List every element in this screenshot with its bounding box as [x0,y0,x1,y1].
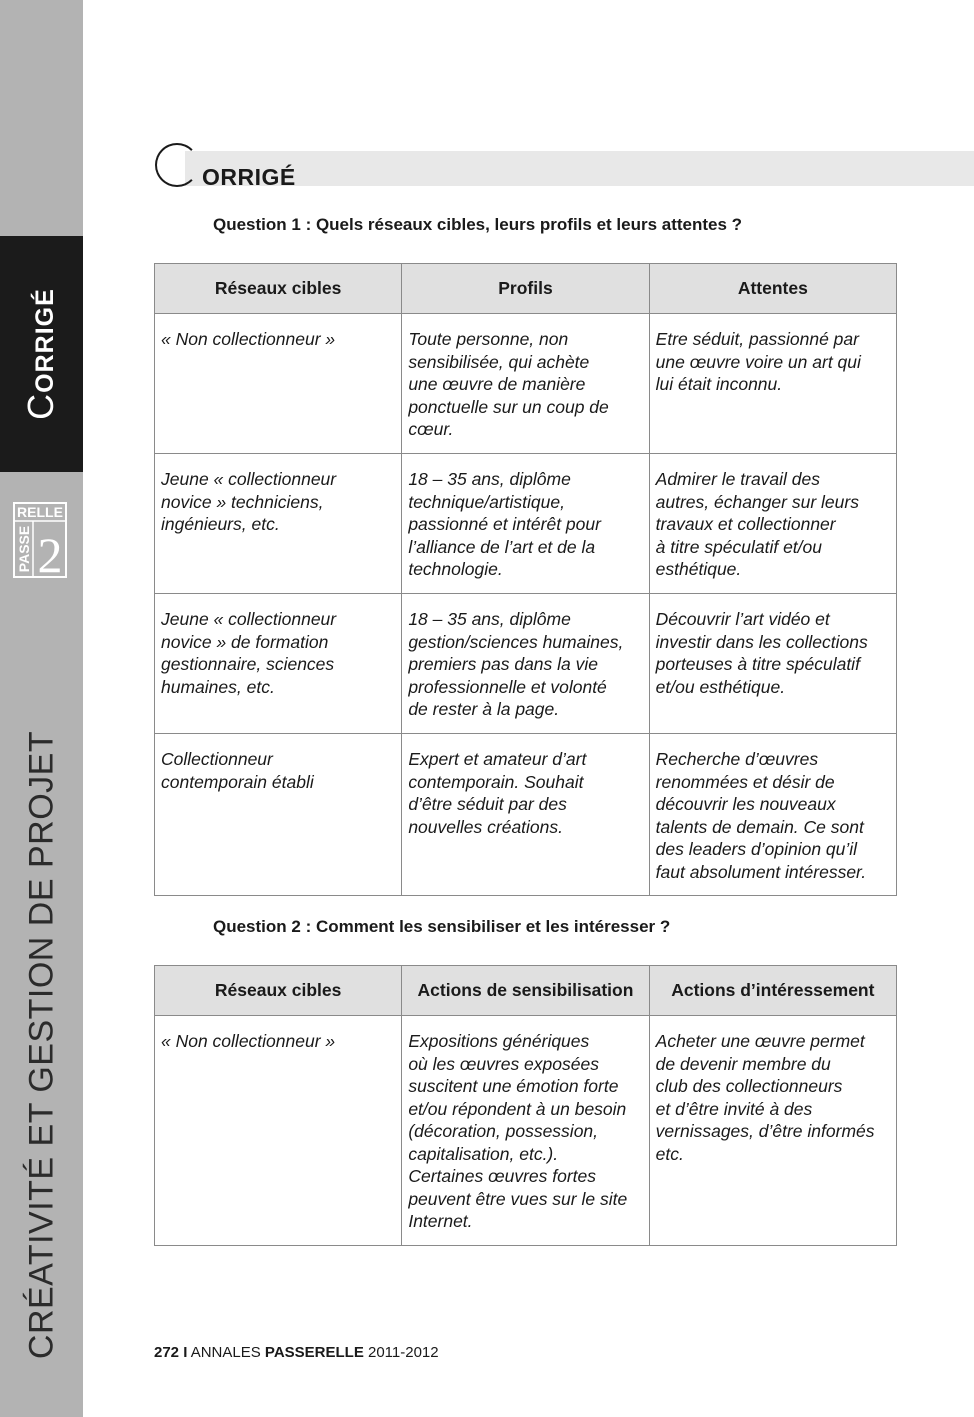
table-row [155,734,897,896]
logo-word-side: PASSE [16,525,32,573]
cell-line: et d’être invité à des [655,1098,813,1119]
footer-publication: ANNALES [190,1344,261,1361]
page-title: ORRIGÉ [202,164,296,190]
table-cell [402,594,649,734]
cell-line: Etre séduit, passionné par [655,329,859,349]
logo-number: 2 [37,527,63,578]
table-cell [155,1016,402,1246]
cell-line: Jeune « collectionneur [161,609,337,629]
cell-line: contemporain. Souhait [408,771,584,792]
cell-line: peuvent être vues sur le site [408,1188,628,1209]
cell-line: Recherche d’œuvres [655,749,819,769]
cell-line: une œuvre de manière [408,374,586,394]
table-row [155,454,897,594]
sidebar-section-rest: ORRIGÉ [31,288,59,393]
cell-line: club des collectionneurs [655,1076,843,1096]
cell-line: où les œuvres exposées [408,1053,599,1074]
cell-line: technologie. [408,559,503,579]
cell-line: autres, échanger sur leurs [655,491,859,512]
table-cell [155,454,402,594]
heading-band [185,151,974,186]
table-cell [402,734,649,896]
cell-line: Certaines œuvres fortes [408,1166,597,1186]
question-2: Question 2 : Comment les sensibiliser et les intéresser ? [213,917,671,936]
table-cell [649,734,896,896]
table-cell [402,1016,649,1246]
cell-line: renommées et désir de [655,771,835,792]
table-cell [649,454,896,594]
cell-line: à titre spéculatif et/ou [655,536,823,557]
cell-line: d’être séduit par des [408,794,567,814]
cell-line: vernissages, d’être informés [655,1121,875,1141]
cell-line: ingénieurs, etc. [161,514,280,534]
table-cell [649,314,896,454]
footer-separator: I [183,1344,188,1361]
cell-line: de devenir membre du [655,1053,831,1074]
header-cell: Réseaux cibles [155,264,402,314]
cell-line: humaines, etc. [161,676,275,697]
cell-line: Toute personne, non [408,329,569,349]
table-cell [402,454,649,594]
heading-initial-c [155,143,199,187]
cell-line: découvrir les nouveaux [655,794,836,814]
table-header-row [155,264,897,314]
cell-line: passionné et intérêt pour [408,514,601,534]
sidebar-subject: CRÉATIVITÉ ET GESTION DE PROJET [22,730,61,1360]
cell-line: de rester à la page. [408,699,560,719]
table-row [155,1016,897,1246]
footer-years: 2011-2012 [368,1344,439,1361]
header-cell: Attentes [649,264,896,314]
cell-line: nouvelles créations. [408,816,563,837]
sidebar-section-label [20,288,62,420]
cell-line: travaux et collectionner [655,514,836,534]
cell-line: premiers pas dans la vie [408,654,598,674]
page-number: 272 [154,1344,180,1361]
cell-line: et/ou répondent à un besoin [408,1098,627,1119]
table-cell [155,594,402,734]
table-cell [155,734,402,896]
cell-line: sensibilisée, qui achète [408,351,590,372]
cell-line: gestionnaire, sciences [161,654,335,674]
passerelle-2-logo [13,502,67,578]
cell-line: novice » de formation [161,631,329,652]
cell-line: l’alliance de l’art et de la [408,536,596,557]
table-cell [649,1016,896,1246]
cell-line: (décoration, possession, [408,1121,599,1141]
cell-line: professionnelle et volonté [408,676,607,697]
cell-line: porteuses à titre spéculatif [655,654,860,674]
cell-line: capitalisation, etc.). [408,1143,559,1164]
cell-line: lui était inconnu. [655,374,783,394]
cell-line: Expositions génériques [408,1031,590,1051]
cell-line: Acheter une œuvre permet [655,1031,865,1051]
cell-line: et/ou esthétique. [655,676,786,697]
cell-line: novice » techniciens, [161,491,324,512]
cell-line: investir dans les collections [655,631,868,652]
cell-line: « Non collectionneur » [161,1031,336,1051]
cell-line: gestion/sciences humaines, [408,631,624,652]
cell-line: cœur. [408,419,454,439]
cell-line: une œuvre voire un art qui [655,351,861,372]
footer-brand: PASSERELLE [264,1344,364,1361]
header-cell: Profils [402,264,649,314]
cell-line: talents de demain. Ce sont [655,816,864,837]
header-cell: Réseaux cibles [155,966,402,1016]
cell-line: technique/artistique, [408,491,565,512]
question-1: Question 1 : Quels réseaux cibles, leurs profils et leurs attentes ? [213,215,743,234]
table-question-1 [154,263,897,896]
table-question-2 [154,965,897,1246]
cell-line: contemporain établi [161,771,314,792]
header-cell: Actions de sensibilisation [402,966,649,1016]
cell-line: esthétique. [655,559,742,579]
table-cell [402,314,649,454]
cell-line: Collectionneur [161,749,273,769]
table-row [155,314,897,454]
cell-line: 18 – 35 ans, diplôme [408,469,571,489]
cell-line: Admirer le travail des [655,469,821,489]
logo-word-top: RELLE [17,504,63,520]
table-header-row [155,966,897,1016]
cell-line: etc. [655,1143,684,1164]
cell-line: des leaders d’opinion qu’il [655,839,858,859]
table-cell [649,594,896,734]
cell-line: Internet. [408,1211,473,1231]
page-footer [154,1344,439,1361]
table-row [155,594,897,734]
sidebar-section-initial: C [20,392,61,420]
cell-line: Expert et amateur d’art [408,749,587,769]
table-cell [155,314,402,454]
cell-line: « Non collectionneur » [161,329,336,349]
cell-line: Jeune « collectionneur [161,469,337,489]
header-cell: Actions d’intéressement [649,966,896,1016]
cell-line: 18 – 35 ans, diplôme [408,609,571,629]
cell-line: Découvrir l’art vidéo et [655,609,830,629]
cell-line: faut absolument intéresser. [655,861,867,882]
cell-line: suscitent une émotion forte [408,1076,619,1096]
cell-line: ponctuelle sur un coup de [408,396,609,417]
